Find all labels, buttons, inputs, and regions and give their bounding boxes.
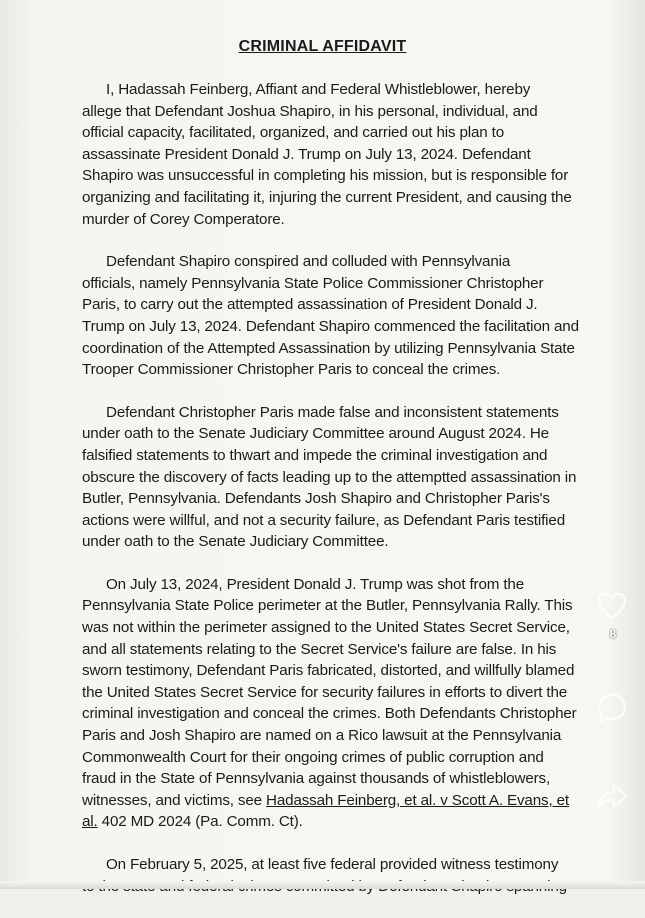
paragraph-4 [82,574,622,833]
text-line: On July 13, 2024, President Donald J. Trump was shot from the [106,575,524,593]
text-line: assassinate President Donald J. Trump on July 13, 2024. Defendant [82,145,531,163]
text-fragment: witnesses, and victims, see [82,791,267,809]
text-line: Defendant Shapiro conspired and colluded with Pennsylvania [106,253,511,271]
paragraph-2 [82,251,622,381]
text-line: murder of Corey Comperatore. [82,210,285,228]
comment-icon[interactable] [594,690,630,726]
page-edge [0,881,645,889]
document-title: CRIMINAL AFFIDAVIT [238,38,407,55]
text-line: Paris and Josh Shapiro are named on a Rico lawsuit at the Pennsylvania [82,727,562,745]
text-line: coordination of the Attempted Assassination by utilizing Pennsylvania State [82,339,575,357]
text-line: fraud in the State of Pennsylvania against thousands of whistleblowers, [82,770,551,788]
share-icon[interactable] [594,778,630,814]
paragraph-5 [82,854,622,897]
text-line: Defendant Christopher Paris made false and inconsistent statements [106,403,559,421]
paragraph-1 [82,79,622,230]
text-line: falsified statements to thwart and impede the criminal investigation and [82,446,548,464]
text-line: actions were willful, and not a security failure, as Defendant Paris testified [82,511,565,529]
text-line: the United States Secret Service for security failures in efforts to divert the [82,683,568,701]
text-line: allege that Defendant Joshua Shapiro, in his personal, individual, and [82,102,538,120]
text-line: Trump on July 13, 2024. Defendant Shapiro commenced the facilitation and [82,317,579,335]
paragraph-3 [82,402,622,553]
case-citation-name: Hadassah Feinberg, et al. v Scott A. Evans, et [266,791,569,809]
text-line: official capacity, facilitated, organized, and carried out his plan to [82,124,505,142]
text-line: organizing and facilitating it, injuring the current President, and causing the [82,188,572,206]
like-count: 8 [609,627,617,641]
text-line: Pennsylvania State Police perimeter at the Butler, Pennsylvania Rally. This [82,597,573,615]
text-line [82,790,622,812]
case-citation-name-continued: al. [82,813,98,831]
text-line: I, Hadassah Feinberg, Affiant and Federal Whistleblower, hereby [106,81,531,98]
text-line: Paris, to carry out the attempted assassination of President Donald J. [82,296,538,314]
affidavit-body [82,79,622,918]
text-line: criminal investigation and conceal the crimes. Both Defendants Christopher [82,705,577,723]
text-line: Shapiro was unsuccessful in completing his mission, but is responsible for [82,167,569,185]
text-line: On February 5, 2025, at least five federal provided witness testimony [106,856,559,873]
text-line: obscure the discovery of facts leading up to the attemptted assassination in [82,468,577,486]
case-citation-docket: 402 MD 2024 (Pa. Comm. Ct). [97,813,303,831]
text-line: was not within the perimeter assigned to the United States Secret Service, [82,619,570,637]
text-line: officials, namely Pennsylvania State Police Commissioner Christopher [82,274,544,292]
text-line: Commonwealth Court for their ongoing crimes of public corruption and [82,748,544,766]
text-line [82,811,622,833]
text-line: sworn testimony, Defendant Paris fabricated, distorted, and willfully blamed [82,662,575,680]
text-line: under oath to the Senate Judiciary Committee. [82,533,389,551]
heart-icon[interactable] [594,588,630,624]
text-line: and all statements relating to the Secret Service's failure are false. In his [82,640,557,658]
text-line: Trooper Commissioner Christopher Paris to conceal the crimes. [82,361,501,379]
text-line: under oath to the Senate Judiciary Committee around August 2024. He [82,425,549,443]
text-line: Butler, Pennsylvania. Defendants Josh Shapiro and Christopher Paris's [82,490,550,508]
